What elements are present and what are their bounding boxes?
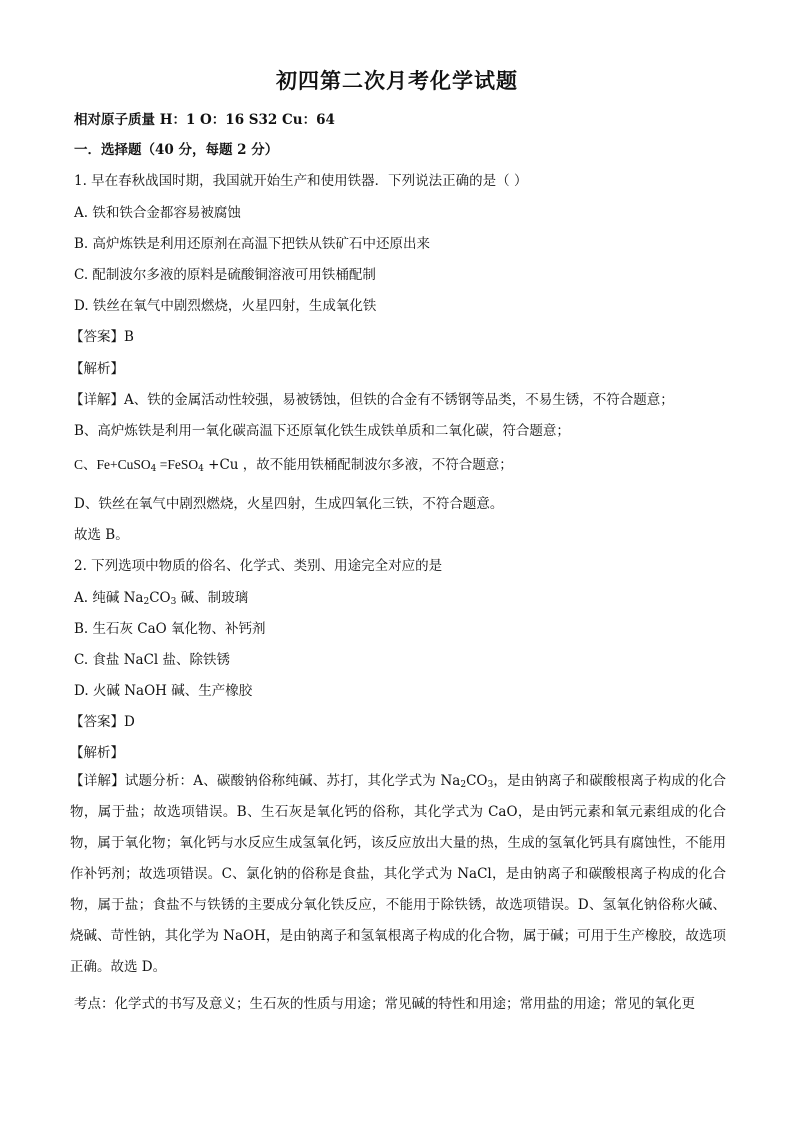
q1-option-d: D. 铁丝在氧气中剧烈燃烧，火星四射，生成氧化铁 (74, 298, 377, 314)
q1-detail-c-line (74, 456, 724, 474)
q1-answer-value: B (124, 329, 134, 345)
q2-stem: 2. 下列选项中物质的俗名、化学式、类别、用途完全对应的是 (74, 558, 443, 574)
q2-option-c: C. 食盐 NaCl 盐、除铁锈 (74, 652, 231, 668)
q1-option-a: A. 铁和铁合金都容易被腐蚀 (74, 205, 241, 221)
q1-detail-a: A、铁的金属活动性较强，易被锈蚀，但铁的合金有不锈钢等品类，不易生锈，不符合题意； (124, 392, 674, 408)
q2-option-a-sub1: 2 (143, 597, 150, 607)
q2-analysis-tag: 【解析】 (70, 745, 124, 761)
q2-detail-2: ，是由钠离子和碳酸根离子构成的化合物，属于盐；故选项错误。B、生石灰是氧化钙的俗称，其化学式为 CaO，是由钙元素和氧元素组成的化合物，属于氧化物；氧化钙与水反应生成氢氧化钙，该反应放出大量的热，生成的氢氧化钙具有腐蚀性，不能用作补钙剂；故选项错误。C、氯化钠的俗称是食盐，其化学式为 NaCl，是由钠离子和碳酸根离子构成的化合物，属于盐；食盐不与铁锈的主要成分氧化铁反应，不能用于除铁锈，故选项错误。D、氢氧化钠俗称火碱、烧碱、苛性钠，其化学为 NaOH，是由钠离子和氢氧根离子构成的化合物，属于碱；可用于生产橡胶，故选项正确。故选 D。 (70, 773, 727, 975)
q2-option-b: B. 生石灰 CaO 氧化物、补钙剂 (74, 621, 266, 637)
q1-detail-c-prefix: C、Fe+CuSO (74, 457, 151, 472)
q2-detail-paragraph (70, 766, 726, 983)
atomic-mass-line: 相对原子质量 H：1 O：16 S32 Cu：64 (74, 112, 335, 128)
q1-analysis-tag: 【解析】 (70, 361, 124, 377)
q1-answer-line (70, 328, 720, 346)
q2-option-a (74, 589, 724, 607)
q2-option-a-prefix: A. 纯碱 Na (74, 590, 144, 606)
page-title: 初四第二次月考化学试题 (276, 68, 518, 93)
q2-detail-1-sub2: 3 (487, 780, 494, 790)
q1-detail-a-line (70, 391, 720, 409)
q1-answer-tag: 【答案】 (70, 329, 124, 345)
q1-detail-c-sub2: 4 (198, 464, 204, 474)
q1-detail-tag: 【详解】 (70, 392, 124, 408)
q2-option-a-mid: CO (149, 590, 171, 606)
q2-answer-tag: 【答案】 (70, 714, 124, 730)
q1-detail-b: B、高炉炼铁是利用一氧化碳高温下还原氧化铁生成铁单质和二氧化碳，符合题意； (74, 423, 570, 439)
q1-detail-c-sub1: 4 (150, 464, 157, 474)
q2-detail-tag: 【详解】 (70, 773, 125, 789)
q1-detail-c-mid: =FeSO (156, 457, 199, 472)
section-heading: 一．选择题（40 分，每题 2 分） (74, 142, 279, 158)
q2-answer-line (70, 713, 720, 731)
q1-detail-d: D、铁丝在氧气中剧烈燃烧，火星四射，生成四氧化三铁，不符合题意。 (74, 496, 504, 512)
q2-detail-1-sub1: 2 (460, 780, 467, 790)
q2-answer-value: D (124, 714, 135, 730)
q1-conclusion: 故选 B。 (74, 527, 129, 543)
q2-kaodian: 考点：化学式的书写及意义；生石灰的性质与用途；常见碱的特性和用途；常用盐的用途；常见的氧化更 (74, 996, 695, 1012)
q1-stem: 1. 早在春秋战国时期，我国就开始生产和使用铁器．下列说法正确的是（ ） (74, 173, 528, 189)
q2-option-a-sub2: 3 (170, 597, 177, 607)
q2-detail-1: 试题分析：A、碳酸钠俗称纯碱、苏打，其化学式为 Na (124, 773, 461, 789)
q2-option-a-suffix: 碱、制玻璃 (176, 590, 249, 606)
q1-option-b: B. 高炉炼铁是利用还原剂在高温下把铁从铁矿石中还原出来 (74, 236, 431, 252)
q2-detail-1-mid: CO (466, 773, 488, 789)
q1-detail-c-suffix: +Cu ，故不能用铁桶配制波尔多液，不符合题意； (203, 457, 513, 473)
q1-option-c: C. 配制波尔多液的原料是硫酸铜溶液可用铁桶配制 (74, 267, 376, 283)
q2-option-d: D. 火碱 NaOH 碱、生产橡胶 (74, 683, 253, 699)
